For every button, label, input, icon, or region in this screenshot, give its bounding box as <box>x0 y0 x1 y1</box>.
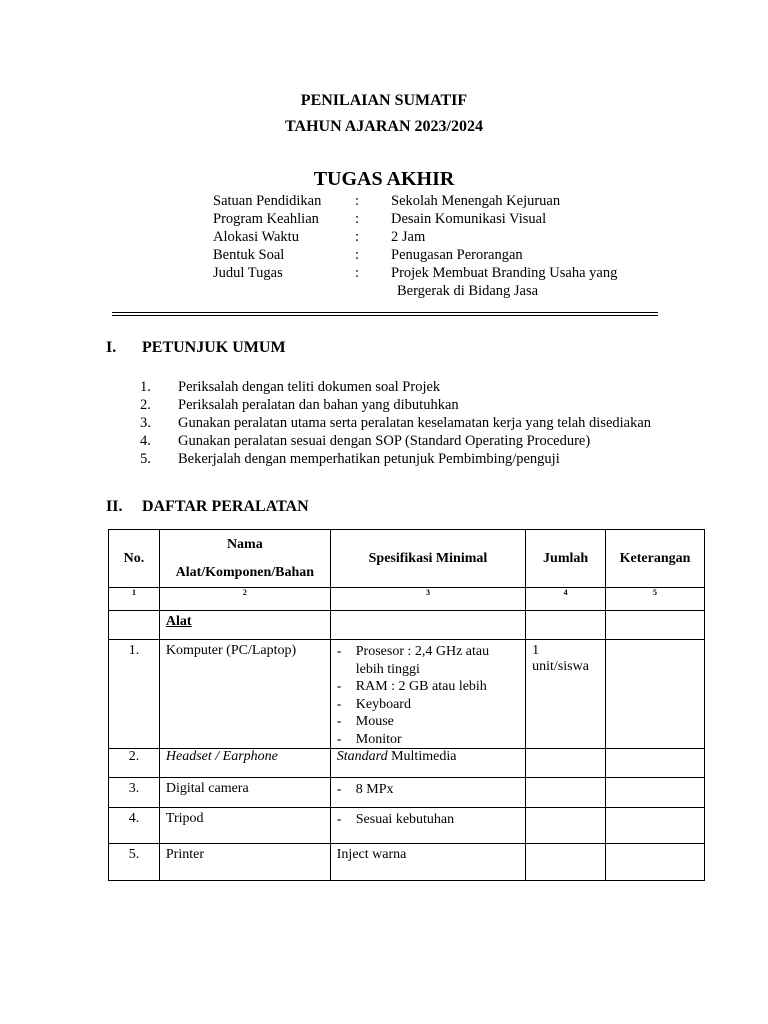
equipment-table <box>108 529 705 881</box>
meta-value: 2 Jam <box>391 229 426 245</box>
spec-line <box>337 661 519 679</box>
meta-colon: : <box>355 229 360 245</box>
header-jumlah: Jumlah <box>526 530 606 588</box>
list-item-text: Periksalah peralatan dan bahan yang dibutuhkan <box>178 397 459 413</box>
spec-line <box>337 781 519 799</box>
spec-dash <box>337 661 356 679</box>
list-item-text: Periksalah dengan teliti dokumen soal Projek <box>178 379 441 395</box>
row-keterangan <box>606 640 705 749</box>
group-row-alat <box>109 611 705 640</box>
list-item <box>140 396 651 414</box>
row-no: 5. <box>109 844 160 881</box>
table-row <box>109 778 705 808</box>
row-no: 1. <box>109 640 160 749</box>
header-no: No. <box>109 530 160 588</box>
table-row <box>109 844 705 881</box>
row-spec <box>330 749 525 778</box>
table-cell <box>606 611 705 640</box>
row-jumlah <box>526 749 606 778</box>
spec-text: Monitor <box>355 731 402 747</box>
table-row <box>109 808 705 844</box>
row-jumlah <box>526 640 606 749</box>
spec-dash: - <box>336 731 342 747</box>
row-spec <box>330 778 525 808</box>
meta-label: Alokasi Waktu <box>213 229 299 245</box>
meta-value: Sekolah Menengah Kejuruan <box>391 193 561 209</box>
section-title: DAFTAR PERALATAN <box>142 498 309 515</box>
meta-label: Satuan Pendidikan <box>213 193 322 209</box>
meta-row-judul <box>213 264 651 282</box>
row-jumlah <box>526 808 606 844</box>
row-no: 4. <box>109 808 160 844</box>
column-number: 5 <box>606 588 705 611</box>
spec-dash: - <box>336 714 342 729</box>
row-jumlah <box>526 844 606 881</box>
row-spec: Inject warna <box>330 844 525 881</box>
row-keterangan <box>606 749 705 778</box>
divider-line-top <box>112 312 658 313</box>
header-nama-line2: Alat/Komponen/Bahan <box>175 564 315 580</box>
spec-dash: - <box>336 696 342 712</box>
list-item <box>140 414 651 432</box>
list-item <box>140 378 651 396</box>
spec-dash: - <box>336 644 342 659</box>
table-cell <box>526 611 606 640</box>
header-line-2: TAHUN AJARAN 2023/2024 <box>285 118 483 135</box>
section-number: II. <box>106 498 123 515</box>
spec-text: RAM : 2 GB atau lebih <box>355 679 487 694</box>
jumlah-line1: 1 <box>532 643 540 658</box>
spec-text: Multimedia <box>387 749 457 764</box>
meta-colon: : <box>355 193 360 209</box>
section-title: PETUNJUK UMUM <box>142 339 286 356</box>
section-heading-petunjuk <box>106 339 286 357</box>
spec-dash: - <box>336 812 342 827</box>
row-spec <box>330 640 525 749</box>
meta-row-program <box>213 210 651 228</box>
meta-label: Judul Tugas <box>213 265 283 281</box>
list-item <box>140 432 651 450</box>
section-heading-daftar <box>106 498 309 516</box>
spec-text: Mouse <box>355 714 394 729</box>
meta-label: Program Keahlian <box>213 211 319 227</box>
spec-text: Sesuai kebutuhan <box>355 812 455 827</box>
list-item-text: Bekerjalah dengan memperhatikan petunjuk Pembimbing/penguji <box>178 451 560 467</box>
row-jumlah <box>526 778 606 808</box>
row-name: Printer <box>159 844 330 881</box>
header-keterangan: Keterangan <box>606 530 705 588</box>
table-cell <box>109 611 160 640</box>
column-number: 2 <box>159 588 330 611</box>
spec-dash: - <box>336 679 342 694</box>
row-spec <box>330 808 525 844</box>
list-item <box>140 450 651 468</box>
row-name: Tripod <box>159 808 330 844</box>
group-label-text: Alat <box>165 614 192 629</box>
row-name <box>159 749 330 778</box>
row-keterangan <box>606 778 705 808</box>
column-number: 3 <box>330 588 525 611</box>
header-spesifikasi: Spesifikasi Minimal <box>330 530 525 588</box>
meta-colon: : <box>355 265 360 281</box>
instruction-list <box>140 378 651 468</box>
spec-text: lebih tinggi <box>355 661 420 677</box>
meta-value-continuation: Bergerak di Bidang Jasa <box>397 283 539 299</box>
spec-text: Keyboard <box>355 696 411 712</box>
list-item-text: Gunakan peralatan sesuai dengan SOP (Standard Operating Procedure) <box>178 433 591 449</box>
header-line-1: PENILAIAN SUMATIF <box>300 92 468 109</box>
spec-line <box>337 678 519 696</box>
section-number: I. <box>106 339 117 356</box>
spec-line <box>337 731 519 749</box>
column-number: 1 <box>109 588 160 611</box>
spec-text: Prosesor : 2,4 GHz atau <box>355 644 490 659</box>
list-item-number: 1. <box>140 379 151 395</box>
spec-dash: - <box>336 782 342 797</box>
meta-row-satuan <box>213 192 651 210</box>
divider-line-bottom <box>112 315 658 316</box>
meta-value: Desain Komunikasi Visual <box>391 211 547 227</box>
header-nama <box>159 530 330 588</box>
table-cell <box>330 611 525 640</box>
spec-line <box>337 643 519 661</box>
row-name: Komputer (PC/Laptop) <box>159 640 330 749</box>
meta-row-alokasi <box>213 228 651 246</box>
group-label <box>159 611 330 640</box>
column-number: 4 <box>526 588 606 611</box>
spec-line <box>337 696 519 714</box>
spec-text: 8 MPx <box>355 782 394 797</box>
list-item-number: 5. <box>140 451 151 467</box>
meta-label: Bentuk Soal <box>213 247 285 263</box>
row-name: Digital camera <box>159 778 330 808</box>
row-no: 3. <box>109 778 160 808</box>
spec-italic: Standard <box>336 749 388 764</box>
spec-line <box>337 713 519 731</box>
meta-row-bentuk <box>213 246 651 264</box>
list-item-number: 2. <box>140 397 151 413</box>
table-header-row <box>109 530 705 588</box>
row-keterangan <box>606 844 705 881</box>
meta-colon: : <box>355 211 360 227</box>
meta-value: Projek Membuat Branding Usaha yang <box>391 265 618 281</box>
row-keterangan <box>606 808 705 844</box>
meta-colon: : <box>355 247 360 263</box>
spec-line <box>337 811 519 829</box>
table-row <box>109 749 705 778</box>
jumlah-line2: unit/siswa <box>532 659 589 674</box>
meta-value: Penugasan Perorangan <box>391 247 523 263</box>
row-name-italic: Headset / Earphone <box>165 749 278 764</box>
list-item-number: 4. <box>140 433 151 449</box>
table-row <box>109 640 705 749</box>
row-no: 2. <box>109 749 160 778</box>
header-nama-line1: Nama <box>226 536 263 552</box>
column-number-row <box>109 588 705 611</box>
meta-block <box>213 192 651 300</box>
list-item-text: Gunakan peralatan utama serta peralatan keselamatan kerja yang telah disediakan <box>178 415 652 431</box>
list-item-number: 3. <box>140 415 151 431</box>
meta-row-judul-continuation <box>213 282 651 300</box>
document-title: TUGAS AKHIR <box>313 168 455 190</box>
